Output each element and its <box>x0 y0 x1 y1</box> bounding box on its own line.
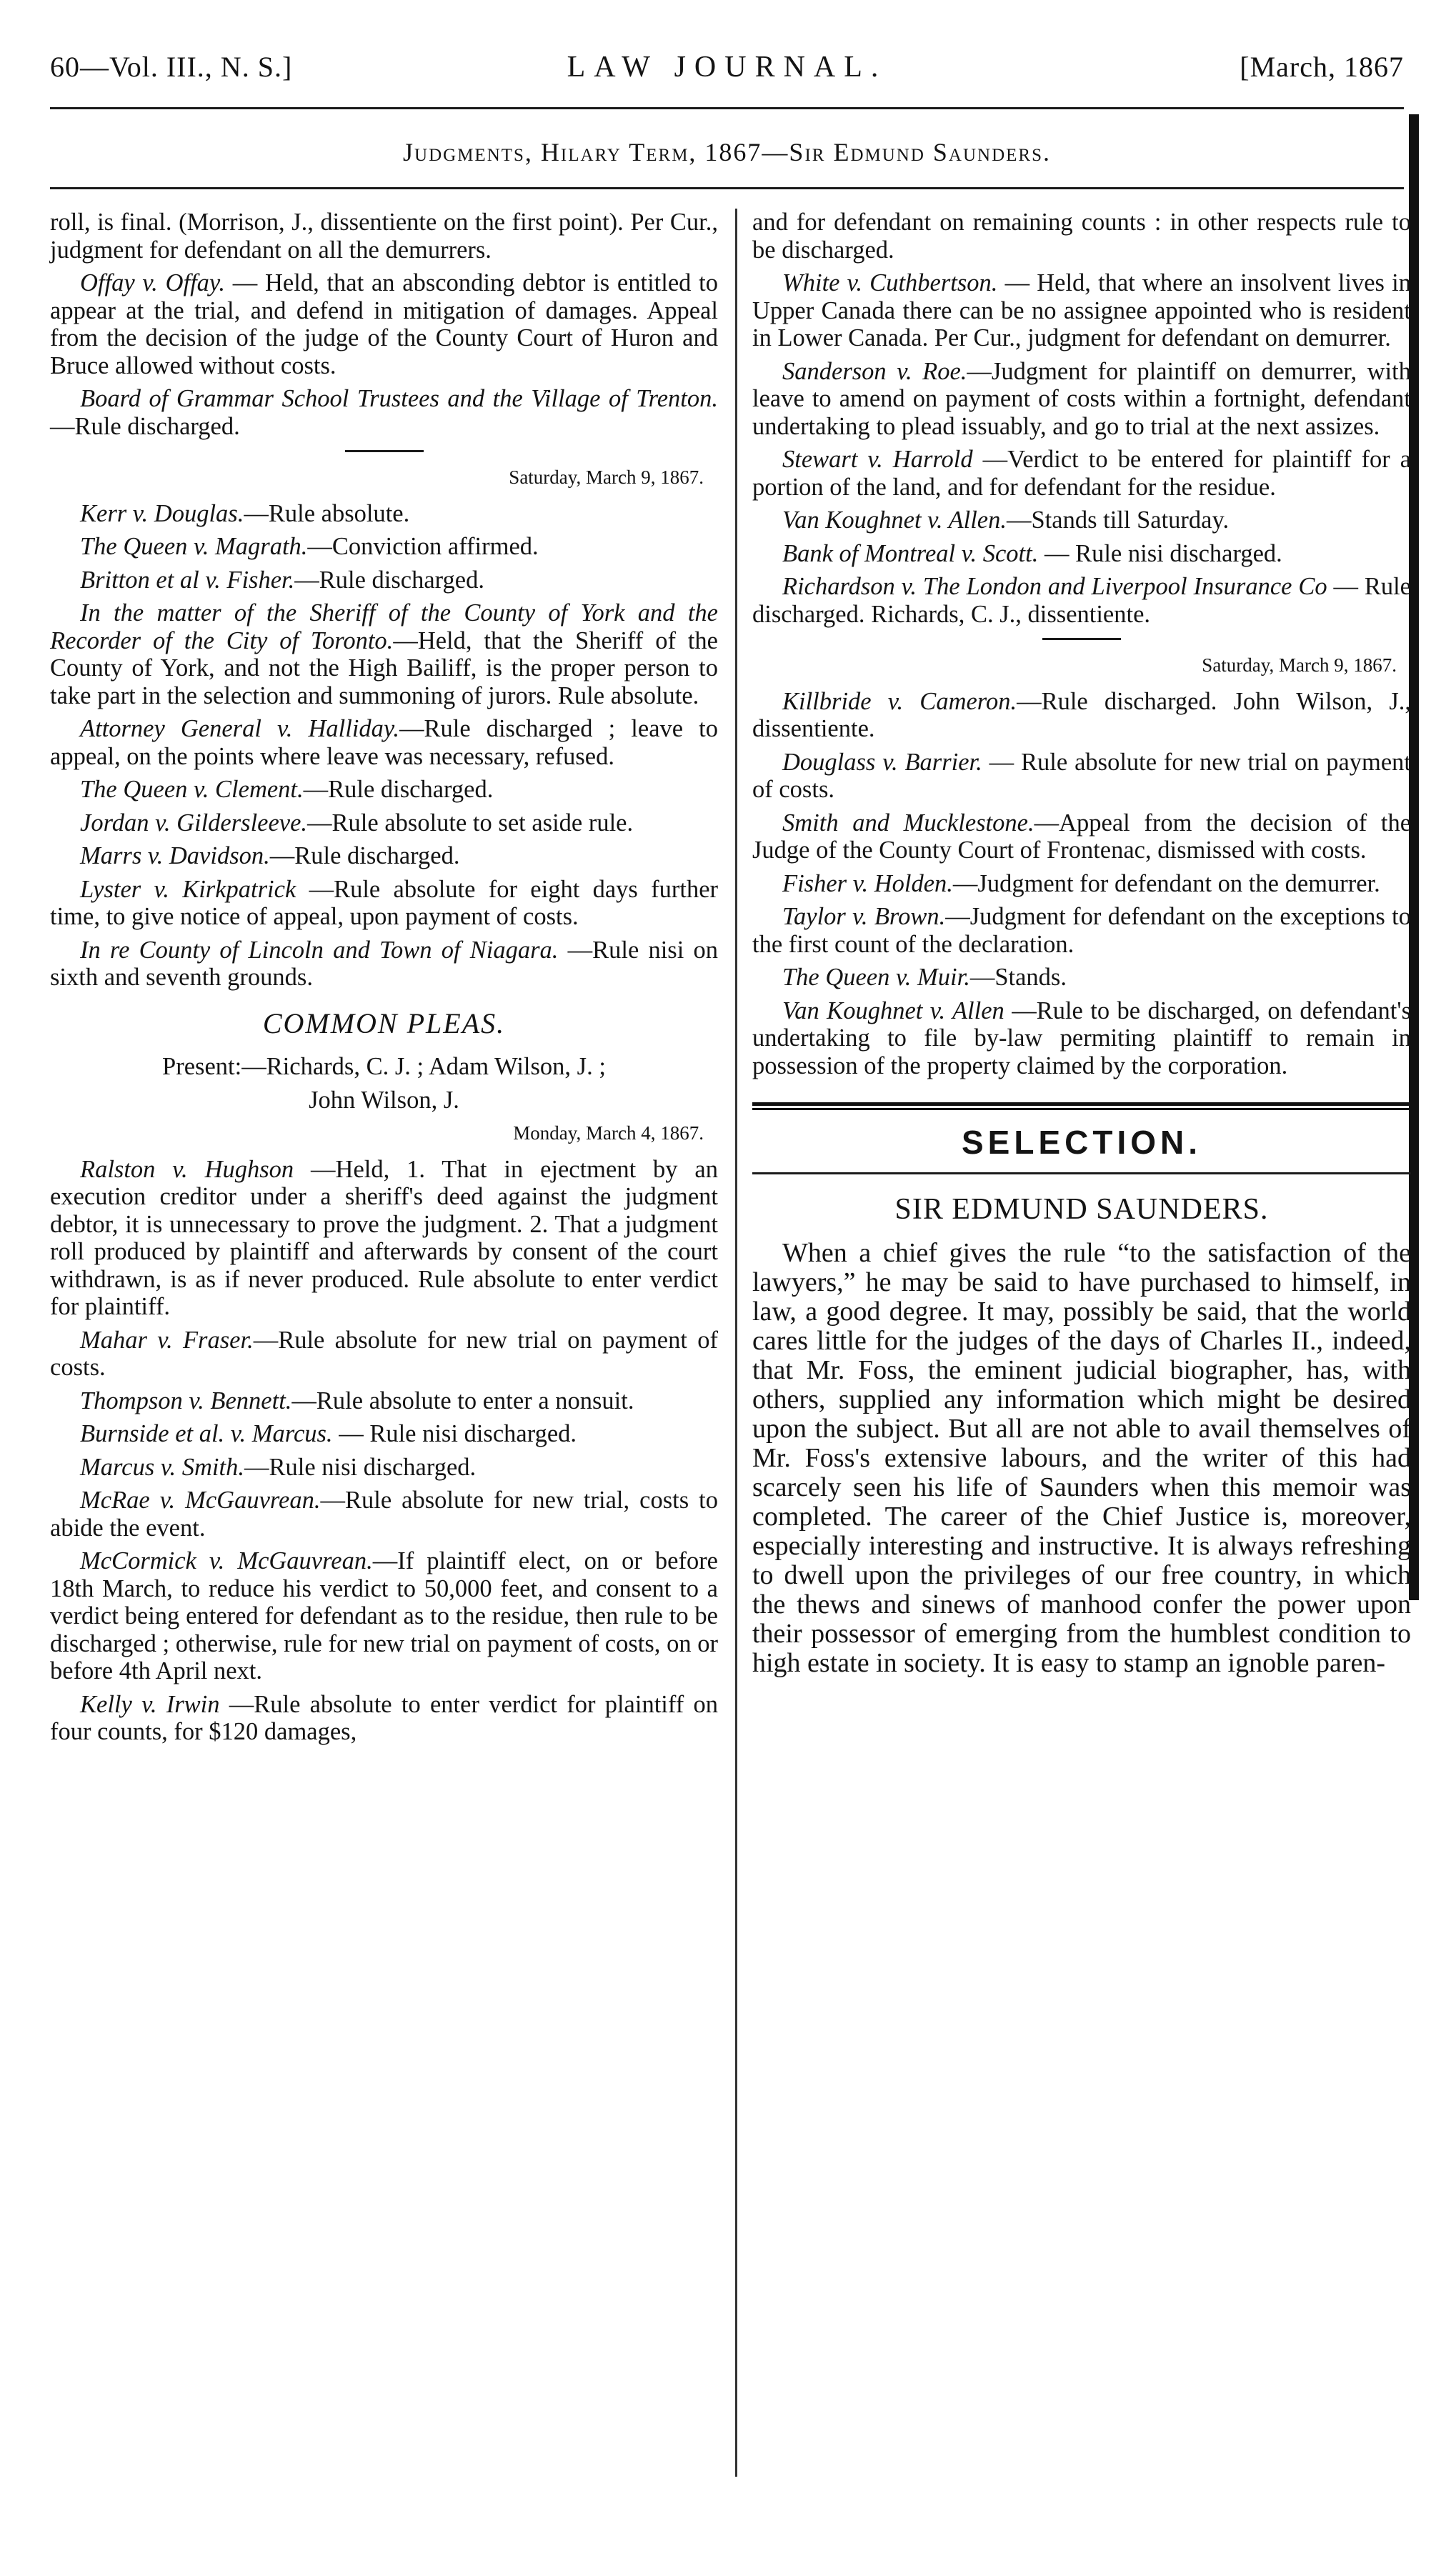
case-ruling: —Rule discharged. <box>294 566 484 594</box>
case-entry <box>50 876 718 931</box>
case-entry <box>752 964 1411 992</box>
queens-bench-entries-continued <box>50 500 718 992</box>
case-ruling: —Appeal from the decision of the Judge of the County Court of Frontenac, dismissed with costs. <box>752 809 1412 864</box>
case-name: Sanderson v. Roe. <box>782 357 967 385</box>
judgment-entries-continued <box>752 688 1411 1080</box>
case-entry <box>50 500 718 528</box>
volume-label: 60—Vol. III., N. S.] <box>50 51 293 83</box>
case-ruling: —Rule discharged. <box>269 842 460 869</box>
selection-rule <box>752 1172 1411 1174</box>
case-name: Richardson v. The London and Liverpool Insurance Co <box>782 573 1327 600</box>
case-name: Marrs v. Davidson. <box>80 842 270 869</box>
present-judges-line: John Wilson, J. <box>309 1086 459 1114</box>
case-name: Offay v. Offay. <box>80 269 225 296</box>
case-ruling: — Rule nisi discharged. <box>1038 539 1282 567</box>
case-ruling: —Judgment for defendant on the exceptions to the first count of the declaration. <box>752 903 1411 958</box>
case-ruling: —Judgment for defendant on the demurrer. <box>952 869 1380 897</box>
article-body: When a chief gives the rule “to the satisfaction of the lawyers,” he may be said to have purchased to himself, in law, a good degree. It may, possibly be said, that the world cares little for the judges of the days of Charles II., indeed, that Mr. Foss, the eminent judicial biographer, has, with others, supplied any information which might be desired upon the subject. But all are not able to avail themselves of Mr. Foss's extensive labours, and the writer of this had scarcely seen his life of Saunders when this memoir was completed. The career of the Chief Justice is, moreover, especially interesting and instructive. It is always refreshing to dwell upon the privileges of our free country, in which the thews and sinews of manhood confer the power upon their possessor of emerging from the humblest condition to high estate in society. It is easy to stamp an ignoble paren- <box>752 1238 1411 1678</box>
column-divider <box>735 209 737 2477</box>
judgment-entries <box>752 209 1411 628</box>
case-ruling: roll, is final. (Morrison, J., dissentiente on the first point). Per Cur., judgment for defendant on all the demurrers. <box>50 209 718 264</box>
case-ruling: —Verdict to be entered for plaintiff for a portion of the land, and for defendant for the residue. <box>752 446 1412 501</box>
case-entry <box>752 269 1411 352</box>
case-entry <box>752 749 1411 804</box>
case-name: Ralston v. Hughson <box>80 1155 294 1183</box>
case-ruling: and for defendant on remaining counts : in other respects rule to be discharged. <box>752 209 1411 264</box>
short-rule <box>345 450 424 452</box>
case-name: In re County of Lincoln and Town of Niagara. <box>80 936 559 964</box>
case-ruling: —Stands till Saturday. <box>1006 506 1230 534</box>
case-entry <box>50 809 718 837</box>
case-ruling: —Rule nisi discharged. <box>244 1453 477 1481</box>
case-ruling: —Rule absolute to enter a nonsuit. <box>291 1387 634 1414</box>
dateline: Saturday, March 9, 1867. <box>509 466 704 488</box>
short-rule <box>1042 638 1121 640</box>
case-entry <box>752 506 1411 534</box>
case-ruling: —Rule to be discharged, on defendant's undertaking to file by-law permiting plaintiff to remain in possession of the property claimed by the corporation. <box>752 997 1411 1079</box>
case-entry <box>50 1487 718 1542</box>
case-entry <box>752 446 1411 501</box>
case-name: Lyster v. Kirkpatrick <box>80 875 296 903</box>
section-title-rule <box>50 187 1404 189</box>
header-rule <box>50 107 1404 109</box>
case-name: Kelly v. Irwin <box>80 1690 220 1718</box>
case-ruling: —Rule discharged. John Wilson, J., dissentiente. <box>752 687 1411 742</box>
case-name: The Queen v. Muir. <box>782 964 970 991</box>
case-name: Stewart v. Harrold <box>782 446 973 473</box>
section-title: Judgments, Hilary Term, 1867—Sir Edmund Saunders. <box>403 138 1051 166</box>
case-name: Smith and Mucklestone. <box>782 809 1034 837</box>
case-entry <box>50 269 718 379</box>
common-pleas-entries <box>50 1156 718 1746</box>
case-name: Britton et al v. Fisher. <box>80 566 295 594</box>
case-ruling: — Rule absolute for new trial on payment of costs. <box>752 748 1411 803</box>
case-entry <box>50 776 718 804</box>
case-name: White v. Cuthbertson. <box>782 269 998 296</box>
selection-heading: SELECTION. <box>961 1124 1202 1161</box>
case-name: Van Koughnet v. Allen <box>782 997 1004 1024</box>
case-entry <box>752 870 1411 898</box>
case-ruling: —Rule discharged. <box>303 776 494 803</box>
case-name: Van Koughnet v. Allen. <box>782 506 1007 534</box>
case-name: Fisher v. Holden. <box>782 869 953 897</box>
case-ruling: —Conviction affirmed. <box>307 533 539 560</box>
case-entry <box>50 1454 718 1482</box>
case-name: McRae v. McGauvrean. <box>80 1487 321 1514</box>
case-ruling: —If plaintiff elect, on or before 18th March, to reduce his verdict to 50,000 feet, and consent to a verdict being entered for defendant as to the residue, then rule to be discharged ; otherwise, rule for new trial on payment of costs, on or before 4th April next. <box>50 1547 718 1684</box>
issue-date: [March, 1867 <box>1240 51 1404 83</box>
case-entry <box>50 1327 718 1382</box>
case-entry <box>752 358 1411 441</box>
case-entry <box>50 385 718 440</box>
case-name: Burnside et al. v. Marcus. <box>80 1420 333 1447</box>
case-ruling: — Rule nisi discharged. <box>332 1420 577 1447</box>
case-name: In the matter of the Sheriff of the County of York and the Recorder of the City of Toronto. <box>50 599 718 654</box>
case-name: The Queen v. Magrath. <box>80 533 308 560</box>
case-entry <box>752 209 1411 264</box>
case-entry <box>752 809 1411 864</box>
case-ruling: —Judgment for plaintiff on demurrer, with leave to amend on payment of costs within a fortnight, defendant undertaking to plead issuably, and go to trial at the next assizes. <box>752 357 1411 440</box>
case-entry <box>50 1691 718 1746</box>
article-title: SIR EDMUND SAUNDERS. <box>894 1192 1269 1226</box>
case-name: Marcus v. Smith. <box>80 1453 244 1481</box>
case-name: Thompson v. Bennett. <box>80 1387 292 1414</box>
case-ruling: — Rule discharged. Richards, C. J., dissentiente. <box>752 573 1411 628</box>
case-entry <box>752 573 1411 628</box>
queens-bench-entries <box>50 209 718 440</box>
case-ruling: — Held, that where an insolvent lives in Upper Canada there can be no assignee appointed who is resident in Lower Canada. Per Cur., judgment for defendant on demurrer. <box>752 269 1411 351</box>
case-ruling: —Rule absolute for eight days further time, to give notice of appeal, upon payment of costs. <box>50 875 718 930</box>
case-entry <box>752 997 1411 1080</box>
left-column <box>50 209 718 1752</box>
case-entry <box>752 903 1411 958</box>
case-entry <box>50 1420 718 1448</box>
case-name: Douglass v. Barrier. <box>782 748 982 776</box>
dateline: Monday, March 4, 1867. <box>513 1122 704 1144</box>
case-entry <box>50 599 718 709</box>
case-ruling: —Rule discharged ; leave to appeal, on the points where leave was necessary, refused. <box>50 715 719 770</box>
case-ruling: —Rule absolute. <box>244 499 410 527</box>
case-ruling: —Rule nisi on sixth and seventh grounds. <box>50 936 718 991</box>
case-name: Taylor v. Brown. <box>782 903 946 930</box>
case-name: McCormick v. McGauvrean. <box>80 1547 373 1574</box>
case-ruling: —Held, that the Sheriff of the County of York, and not the High Bailiff, is the proper person to take part in the selection and summoning of jurors. Rule absolute. <box>50 626 718 709</box>
case-ruling: —Rule discharged. <box>50 412 240 440</box>
case-entry <box>50 937 718 992</box>
case-name: Killbride v. Cameron. <box>782 687 1017 715</box>
dateline: Saturday, March 9, 1867. <box>1202 654 1397 676</box>
case-ruling: —Rule absolute to enter verdict for plaintiff on four counts, for $120 damages, <box>50 1690 718 1745</box>
journal-title: LAW JOURNAL. <box>567 51 887 84</box>
case-entry <box>50 1156 718 1321</box>
case-entry <box>50 566 718 594</box>
running-head <box>50 50 1404 93</box>
case-entry <box>752 688 1411 743</box>
case-entry <box>50 842 718 870</box>
case-ruling: — Held, that an absconding debtor is entitled to appear at the trial, and defend in mitigation of damages. Appeal from the decision of the judge of the County Court of Huron and Bruce allowed without costs. <box>50 269 718 379</box>
case-entry <box>752 540 1411 568</box>
case-name: The Queen v. Clement. <box>80 776 304 803</box>
case-ruling: —Stands. <box>969 964 1067 991</box>
case-entry <box>50 715 718 770</box>
right-column <box>752 209 1411 1678</box>
case-entry <box>50 533 718 561</box>
present-judges-line: Present:—Richards, C. J. ; Adam Wilson, J. ; <box>162 1053 606 1080</box>
case-entry <box>50 209 718 264</box>
case-ruling: —Rule absolute for new trial, costs to abide the event. <box>50 1487 718 1542</box>
section-break-rule <box>752 1102 1411 1110</box>
case-name: Attorney General v. Halliday. <box>80 715 399 742</box>
case-name: Kerr v. Douglas. <box>80 499 244 527</box>
case-name: Mahar v. Fraser. <box>80 1326 254 1354</box>
case-name: Board of Grammar School Trustees and the Village of Trenton. <box>80 385 718 412</box>
case-entry <box>50 1547 718 1685</box>
case-name: Bank of Montreal v. Scott. <box>782 539 1039 567</box>
case-ruling: —Rule absolute to set aside rule. <box>307 809 634 837</box>
case-ruling: —Rule absolute for new trial on payment of costs. <box>50 1326 718 1381</box>
case-ruling: —Held, 1. That in ejectment by an execution creditor under a sheriff's deed against the judgment debtor, it is unnecessary to prove the judgment. 2. That a judgment roll produced by plaintiff and afterwards by consent of the court withdrawn, is as if never produced. Rule absolute to enter verdict for plaintiff. <box>50 1155 718 1320</box>
case-entry <box>50 1387 718 1415</box>
case-name: Jordan v. Gildersleeve. <box>80 809 308 837</box>
court-heading: COMMON PLEAS. <box>262 1007 506 1039</box>
